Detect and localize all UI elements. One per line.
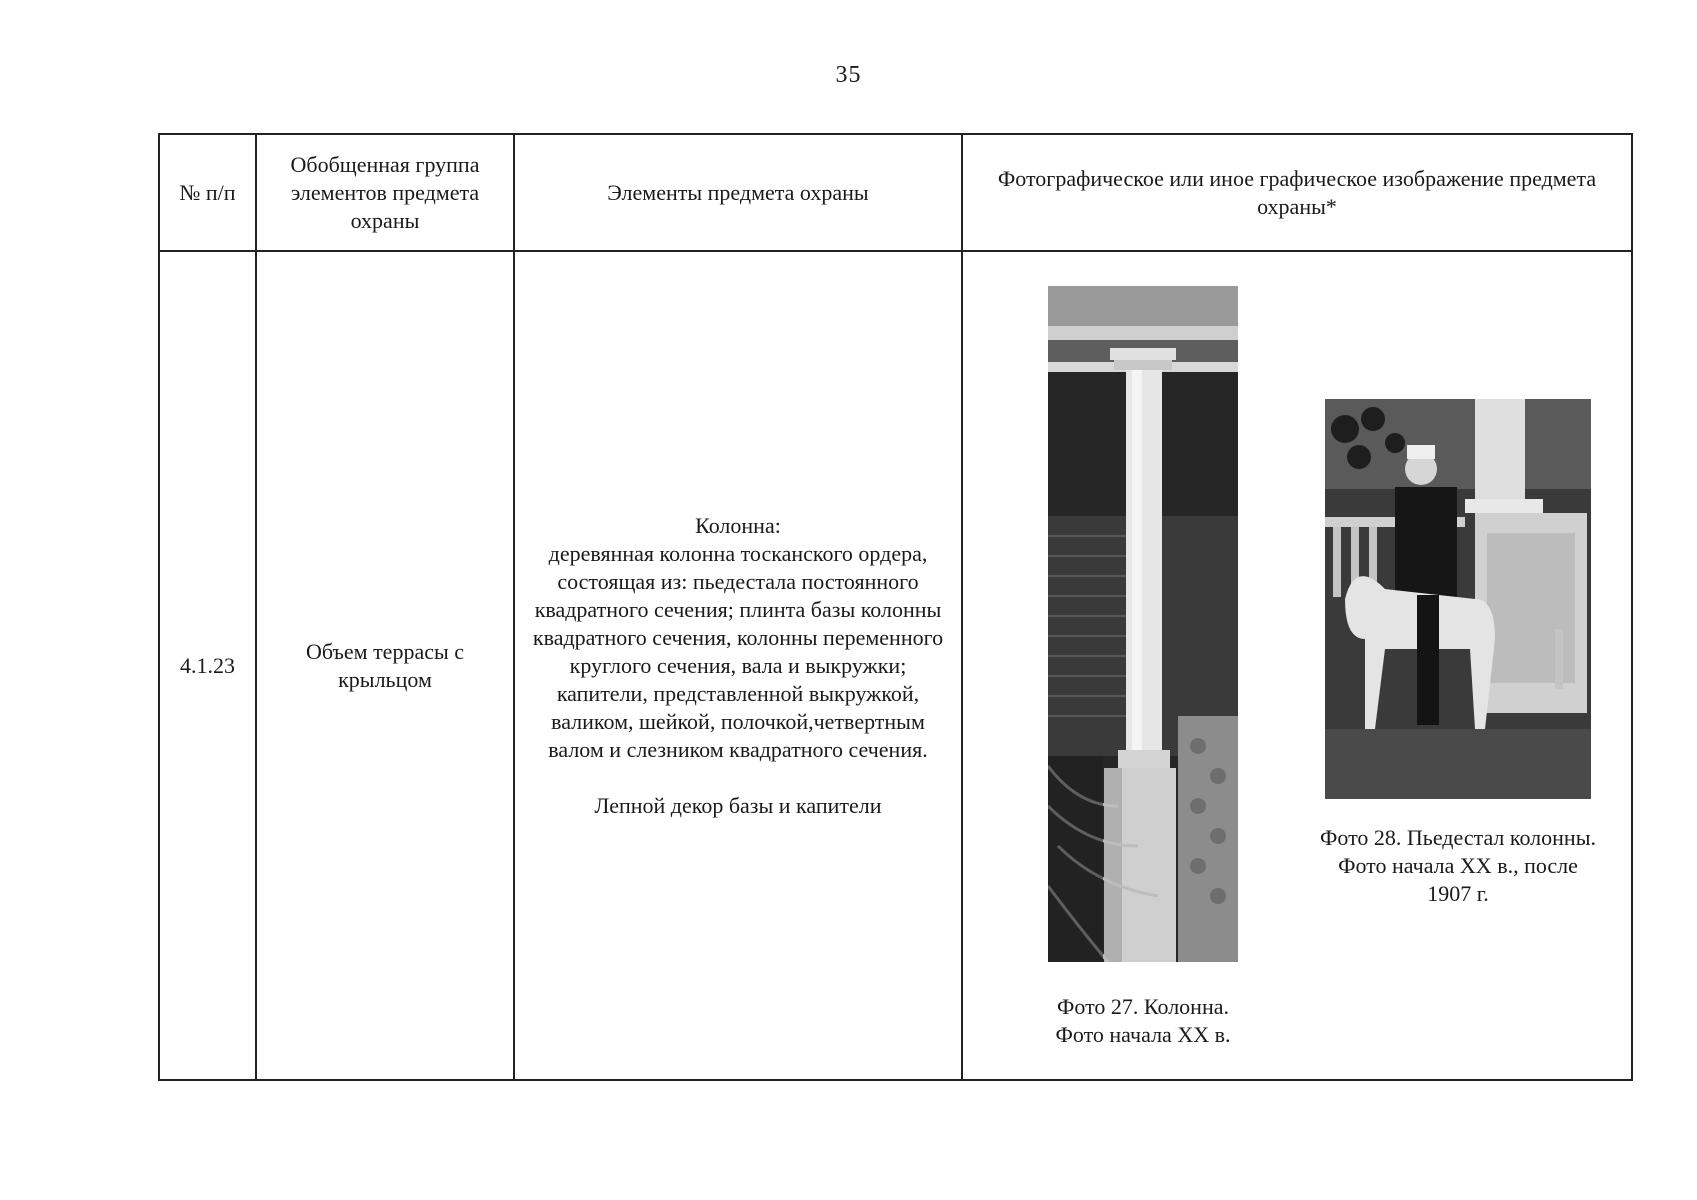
- header-group: Обобщенная группа элементов предмета охраны: [256, 134, 514, 251]
- header-elements: Элементы предмета охраны: [514, 134, 962, 251]
- elements-extra: Лепной декор базы и капители: [594, 792, 882, 818]
- elements-title: Колонна:: [695, 512, 781, 538]
- row-images: [962, 251, 1632, 1080]
- page-number: 35: [835, 62, 862, 88]
- header-number: № п/п: [159, 134, 256, 251]
- header-image: Фотографическое или иное графическое изображение предмета охраны*: [962, 134, 1632, 251]
- table-row: [159, 251, 1632, 1080]
- protection-table: [158, 133, 1633, 1081]
- elements-body: деревянная колонна тосканского ордера, состоящая из: пьедестала постоянного квадратного сечения; плинта базы колонны квадратного сечения, колонны переменного круглого сечения, вала и выкружки; капители, представленной выкружкой, валиком, шейкой, полочкой,четвертным валом и слезником квадратного сечения.: [532, 540, 944, 762]
- row-group: Объем террасы с крыльцом: [256, 251, 514, 1080]
- pedestal-photo: [1325, 399, 1591, 799]
- column-photo: [1048, 286, 1238, 962]
- row-number: 4.1.23: [159, 251, 256, 1080]
- row-elements: [514, 251, 962, 1080]
- photo-28-caption: Фото 28. Пьедестал колонны. Фото начала XX в., после 1907 г.: [1320, 825, 1596, 906]
- photo-27-caption: Фото 27. Колонна. Фото начала XX в.: [1055, 994, 1231, 1047]
- table-header-row: [159, 134, 1632, 251]
